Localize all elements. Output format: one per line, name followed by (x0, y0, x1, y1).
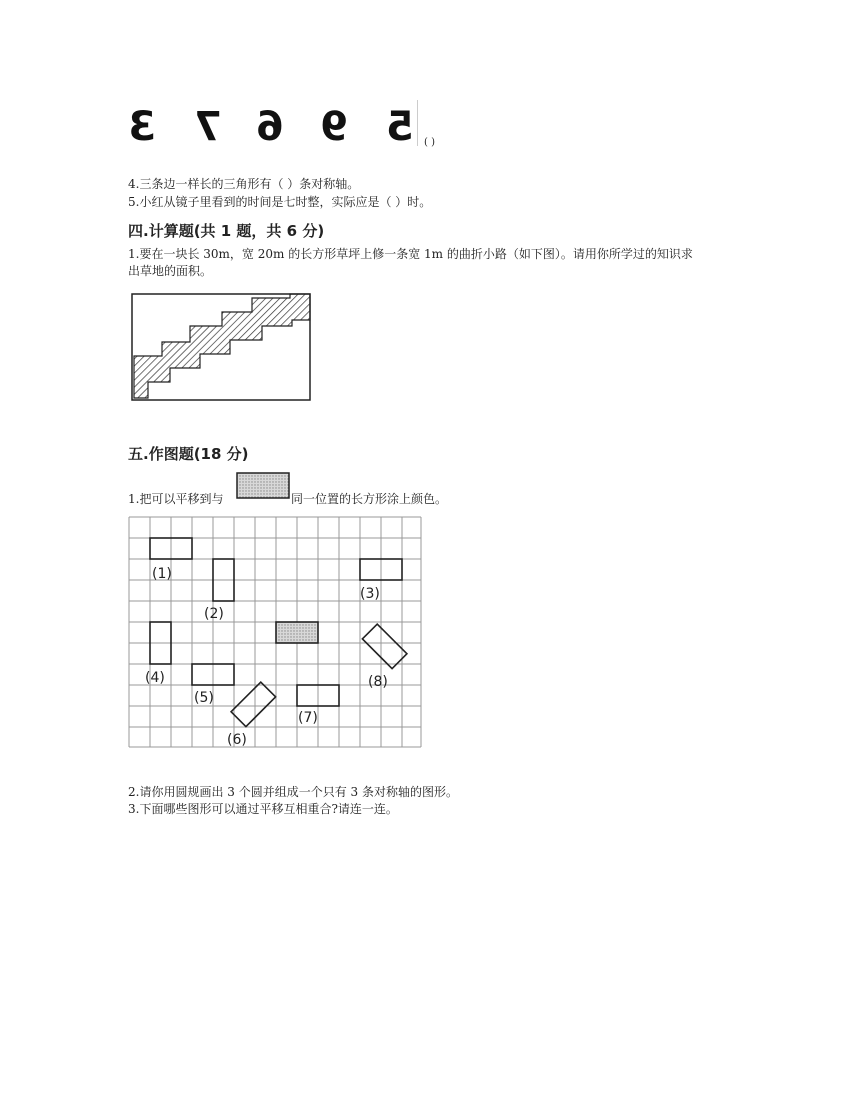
mirrored-digit: 3 (128, 104, 156, 150)
section-4-title: 四.计算题(共 1 题，共 6 分) (128, 222, 325, 240)
mirrored-digit: 7 (194, 104, 222, 150)
shaded-rectangle-icon (236, 472, 290, 500)
section-5-title: 五.作图题(18 分) (128, 445, 249, 463)
lawn-path-diagram (130, 292, 312, 402)
section-4-q1-line1: 1.要在一块长 30m，宽 20m 的长方形草坪上修一条宽 1m 的曲折小路（如下图）。请用你所学过的知识求 (128, 247, 693, 261)
label-6: (6) (227, 732, 247, 748)
section-5-q2: 2.请你用圆规画出 3 个圆并组成一个只有 3 条对称轴的图形。 (128, 785, 458, 799)
answer-blank: ( ) (424, 137, 435, 148)
question-5: 5.小红从镜子里看到的时间是七时整，实际应是（ ）时。 (128, 195, 432, 209)
mirrored-digit: 9 (320, 104, 348, 150)
rect-6 (231, 682, 276, 727)
question-4: 4.三条边一样长的三角形有（ ）条对称轴。 (128, 177, 360, 191)
mirrored-digit: 6 (256, 104, 284, 150)
label-7: (7) (298, 710, 318, 726)
shaded-target-rect (276, 622, 318, 643)
label-2: (2) (204, 606, 224, 622)
label-3: (3) (360, 586, 380, 602)
label-8: (8) (368, 674, 388, 690)
section-5-q3: 3.下面哪些图形可以通过平移互相重合?请连一连。 (128, 802, 398, 816)
mirrored-digit: 5 (386, 104, 414, 150)
divider (417, 100, 418, 146)
section-5-q1-after: 同一位置的长方形涂上颜色。 (291, 492, 448, 506)
label-5: (5) (194, 690, 214, 706)
translation-grid (128, 516, 424, 750)
rect-8 (362, 624, 407, 669)
section-4-q1-line2: 出草地的面积。 (128, 264, 213, 278)
section-5-q1-before: 1.把可以平移到与 (128, 492, 224, 506)
label-4: (4) (145, 670, 165, 686)
label-1: (1) (152, 566, 172, 582)
